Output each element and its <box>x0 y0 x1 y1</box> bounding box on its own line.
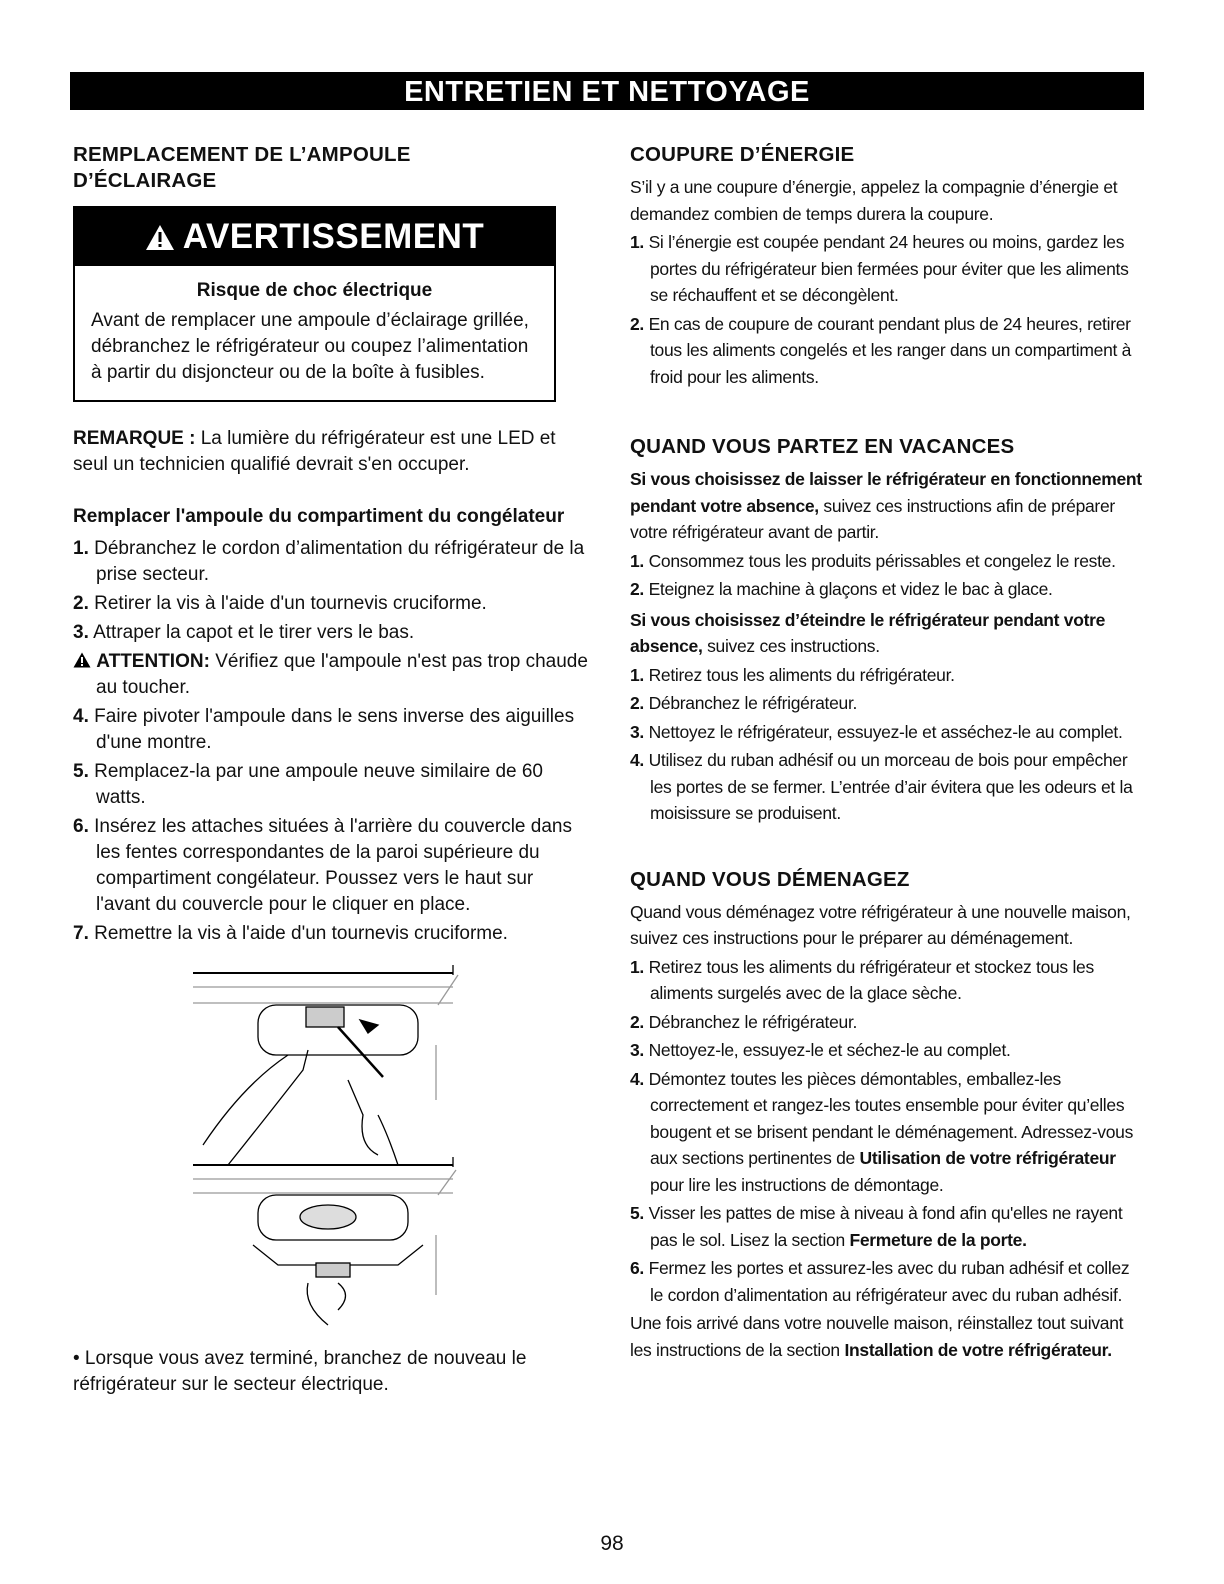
list-item: 5. Visser les pattes de mise à niveau à fond afin qu'elles ne rayent pas le sol. Lisez la section Fermeture de la porte. <box>630 1203 1123 1250</box>
attention-text: Vérifiez que l'ampoule n'est pas trop chaude au toucher. <box>96 651 588 698</box>
list-item: 4. Faire pivoter l'ampoule dans le sens inverse des aiguilles d'une montre. <box>73 706 575 753</box>
bulb-replacement-heading: REMPLACEMENT DE L’AMPOULE D’ÉCLAIRAGE <box>73 143 411 192</box>
list-item: 2. En cas de coupure de courant pendant plus de 24 heures, retirer tous les aliments congelés et les ranger dans un compartiment à froid pour les aliments. <box>630 313 1132 387</box>
vacation-intro-on: Si vous choisissez de laisser le réfrigérateur en fonctionnement pendant votre absence, suivez ces instructions afin de préparer votre réfrigérateur avant de partir. <box>630 469 1142 542</box>
list-item: 1. Si l’énergie est coupée pendant 24 heures ou moins, gardez les portes du réfrigérateur bien fermées pour éviter que les aliments se réchauffent et se décongèlent. <box>630 232 1129 305</box>
note-text: La lumière du réfrigérateur est une LED et seul un technicien qualifié devrait s'en occuper. <box>73 428 556 475</box>
list-item: 1. Retirez tous les aliments du réfrigérateur. <box>630 664 955 685</box>
list-item: 2. Retirer la vis à l'aide d'un tournevis cruciforme. <box>73 593 487 614</box>
vacation-heading: QUAND VOUS PARTEZ EN VACANCES <box>630 435 1015 458</box>
caution-triangle-icon <box>73 652 91 668</box>
list-item: 1. Débranchez le cordon d’alimentation du réfrigérateur de la prise secteur. <box>73 538 585 585</box>
right-column <box>630 142 1145 1363</box>
left-column <box>73 142 588 1398</box>
bulb-steps <box>73 536 588 947</box>
list-item: 3. Nettoyez le réfrigérateur, essuyez-le et asséchez-le au complet. <box>630 721 1123 742</box>
vacation-steps-on <box>630 548 1145 603</box>
list-item: 1. Retirez tous les aliments du réfrigérateur et stockez tous les aliments surgelés avec de la glace sèche. <box>630 956 1094 1003</box>
warning-title: AVERTISSEMENT <box>182 217 485 256</box>
bulb-replacement-illustration <box>188 965 468 1335</box>
freezer-bulb-subheading: Remplacer l'ampoule du compartiment du congélateur <box>73 506 565 527</box>
vacation-intro-off: Si vous choisissez d’éteindre le réfrigérateur pendant votre absence, suivez ces instructions. <box>630 609 1106 656</box>
attention-label: ATTENTION: <box>96 651 210 672</box>
list-item: 3. Attraper la capot et le tirer vers le bas. <box>73 622 415 643</box>
list-item: 6. Insérez les attaches situées à l'arrière du couvercle dans les fentes correspondantes de la paroi supérieure du compartiment congélateur. Poussez vers le haut sur l'avant du couvercle pour le cliquer en place. <box>73 816 572 915</box>
list-item: 3. Nettoyez-le, essuyez-le et séchez-le au complet. <box>630 1040 1011 1060</box>
note-paragraph <box>73 426 588 478</box>
list-item: 2. Eteignez la machine à glaçons et videz le bac à glace. <box>630 579 1053 599</box>
list-item: 6. Fermez les portes et assurez-les avec du ruban adhésif et collez le cordon d’alimentation au réfrigérateur avec du ruban adhésif. <box>630 1258 1130 1305</box>
list-item: 2. Débranchez le réfrigérateur. <box>630 1011 858 1032</box>
vacation-steps-off <box>630 662 1145 827</box>
warning-header <box>75 208 554 266</box>
moving-intro: Quand vous déménagez votre réfrigérateur à une nouvelle maison, suivez ces instructions pour le préparer au déménagement. <box>630 901 1131 948</box>
moving-steps <box>630 954 1145 1309</box>
power-steps <box>630 229 1145 390</box>
moving-final: Une fois arrivé dans votre nouvelle maison, réinstallez tout suivant les instructions de la section Installation de votre réfrigérateur. <box>630 1313 1124 1360</box>
list-item: 4. Démontez toutes les pièces démontables, emballez-les correctement et rangez-les toutes ensemble pour éviter qu’elles bougent et se brisent pendant le déménagement. Adressez-vous aux sections pertinentes de Utilisation de votre réfrigérateur pour lire les instructions de démontage. <box>630 1068 1134 1195</box>
warning-text: Avant de remplacer une ampoule d’éclairage grillée, débranchez le réfrigérateur ou coupez l’alimentation à partir du disjoncteur ou de la boîte à fusibles. <box>91 310 529 383</box>
list-item: 5. Remplacez-la par une ampoule neuve similaire de 60 watts. <box>73 761 543 808</box>
moving-heading: QUAND VOUS DÉMENAGEZ <box>630 867 910 891</box>
final-note: • Lorsque vous avez terminé, branchez de nouveau le réfrigérateur sur le secteur électrique. <box>73 1348 527 1395</box>
list-item: 2. Débranchez le réfrigérateur. <box>630 693 858 713</box>
section-banner: ENTRETIEN ET NETTOYAGE <box>70 72 1144 110</box>
power-outage-heading: COUPURE D’ÉNERGIE <box>630 143 855 166</box>
attention-item <box>73 649 588 701</box>
page-number: 98 <box>600 1532 624 1555</box>
note-label: REMARQUE : <box>73 428 196 449</box>
warning-box <box>73 206 556 402</box>
warning-subtitle: Risque de choc électrique <box>196 280 433 301</box>
list-item: 1. Consommez tous les produits périssables et congelez le reste. <box>630 550 1116 571</box>
warning-triangle-icon <box>145 224 175 251</box>
list-item: 7. Remettre la vis à l'aide d'un tournevis cruciforme. <box>73 923 508 944</box>
power-intro: S’il y a une coupure d’énergie, appelez la compagnie d’énergie et demandez combien de temps durera la coupure. <box>630 177 1118 224</box>
list-item: 4. Utilisez du ruban adhésif ou un morceau de bois pour empêcher les portes de se fermer. L’entrée d’air évitera que les odeurs et la moisissure se produisent. <box>630 750 1133 823</box>
